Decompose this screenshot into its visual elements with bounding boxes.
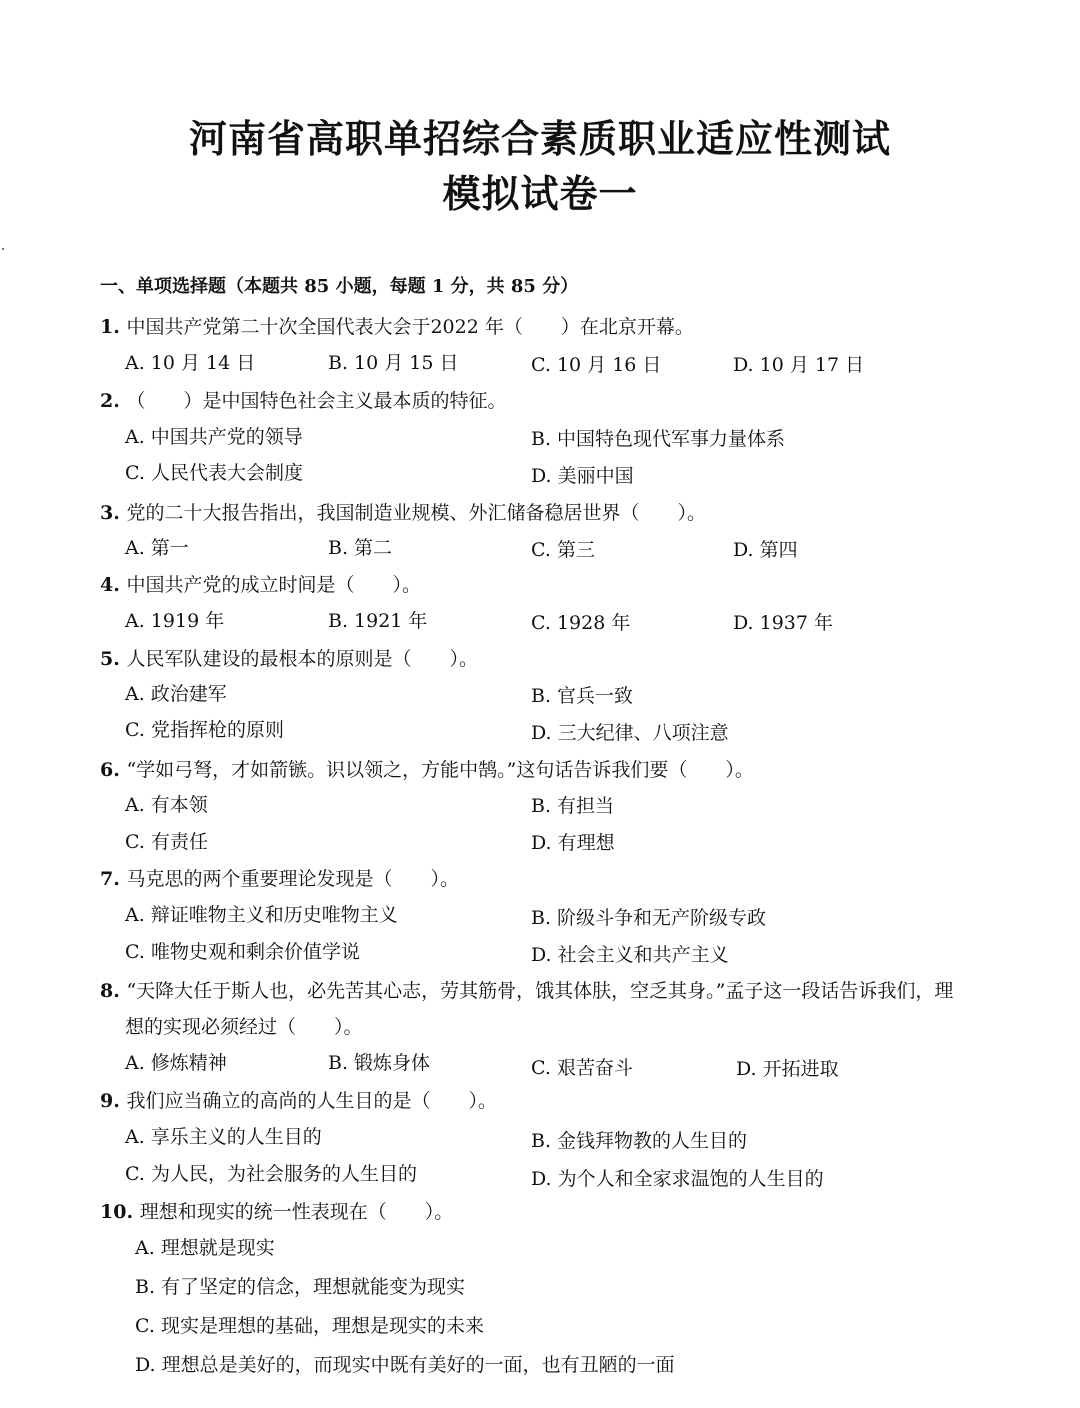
option-d: D. 开拓进取 bbox=[736, 1058, 839, 1080]
option-b: B. 1921 年 bbox=[328, 610, 428, 632]
question-text: “学如弓弩，才如箭镞。识以领之，方能中鹄。”这句话告诉我们要（ ）。 bbox=[126, 759, 754, 781]
option-a: A. 辩证唯物主义和历史唯物主义 bbox=[125, 904, 398, 926]
scan-speck bbox=[2, 248, 4, 250]
option-c: C. 1928 年 bbox=[531, 612, 631, 634]
question-text: 党的二十大报告指出，我国制造业规模、外汇储备稳居世界（ ）。 bbox=[126, 502, 706, 524]
exam-subtitle: 模拟试卷一 bbox=[442, 171, 638, 216]
option-d: D. 10 月 17 日 bbox=[733, 354, 865, 376]
option-c: C. 人民代表大会制度 bbox=[125, 462, 303, 484]
option-a: A. 政治建军 bbox=[125, 683, 227, 705]
question-8 bbox=[100, 976, 953, 1003]
question-text: “天降大任于斯人也，必先苦其心志，劳其筋骨，饿其体肤，空乏其身。”孟子这一段话告诉我们，理 bbox=[126, 980, 954, 1002]
option-c: C. 艰苦奋斗 bbox=[531, 1057, 633, 1079]
question-2 bbox=[100, 386, 506, 413]
option-c: C. 第三 bbox=[531, 539, 595, 561]
question-4 bbox=[100, 570, 421, 597]
question-text: 人民军队建设的最根本的原则是（ ）。 bbox=[126, 648, 478, 670]
option-a: A. 1919 年 bbox=[125, 610, 225, 632]
option-a: A. 享乐主义的人生目的 bbox=[125, 1126, 322, 1148]
question-1 bbox=[100, 312, 694, 339]
option-b: B. 官兵一致 bbox=[531, 685, 634, 707]
section-heading: 一、单项选择题（本题共 85 小题，每题 1 分，共 85 分） bbox=[100, 276, 579, 297]
option-d: D. 理想总是美好的，而现实中既有美好的一面，也有丑陋的一面 bbox=[135, 1354, 675, 1376]
question-number: 7. bbox=[100, 868, 120, 890]
question-text: 我们应当确立的高尚的人生目的是（ ）。 bbox=[126, 1090, 497, 1112]
option-d: D. 社会主义和共产主义 bbox=[531, 944, 729, 966]
question-number: 1. bbox=[100, 316, 120, 338]
option-c: C. 有责任 bbox=[125, 831, 208, 853]
question-number: 10. bbox=[100, 1201, 134, 1223]
option-d: D. 美丽中国 bbox=[531, 465, 634, 487]
option-b: B. 锻炼身体 bbox=[328, 1052, 431, 1074]
question-number: 3. bbox=[100, 502, 120, 524]
exam-title: 河南省高职单招综合素质职业适应性测试 bbox=[188, 116, 891, 161]
question-text: 中国共产党的成立时间是（ ）。 bbox=[126, 574, 421, 596]
option-b: B. 有了坚定的信念，理想就能变为现实 bbox=[135, 1276, 466, 1298]
option-a: A. 10 月 14 日 bbox=[125, 352, 256, 374]
question-text: 马克思的两个重要理论发现是（ ）。 bbox=[126, 868, 459, 890]
question-text: （ ）是中国特色社会主义最本质的特征。 bbox=[126, 390, 507, 412]
option-b: B. 阶级斗争和无产阶级专政 bbox=[531, 907, 767, 929]
question-number: 9. bbox=[100, 1090, 120, 1112]
question-6 bbox=[100, 755, 754, 782]
option-c: C. 唯物史观和剩余价值学说 bbox=[125, 941, 360, 963]
option-d: D. 三大纪律、八项注意 bbox=[531, 722, 729, 744]
option-d: D. 1937 年 bbox=[733, 612, 834, 634]
option-c: C. 现实是理想的基础，理想是现实的未来 bbox=[135, 1315, 484, 1337]
question-3 bbox=[100, 498, 706, 525]
question-number: 5. bbox=[100, 648, 120, 670]
option-a: A. 修炼精神 bbox=[125, 1052, 227, 1074]
option-d: D. 有理想 bbox=[531, 832, 615, 854]
question-number: 8. bbox=[100, 980, 120, 1002]
option-d: D. 第四 bbox=[733, 539, 798, 561]
option-b: B. 中国特色现代军事力量体系 bbox=[531, 428, 786, 450]
option-a: A. 有本领 bbox=[125, 794, 208, 816]
option-a: A. 第一 bbox=[125, 537, 189, 559]
option-c: C. 党指挥枪的原则 bbox=[125, 719, 284, 741]
question-text: 理想和现实的统一性表现在（ ）。 bbox=[139, 1201, 454, 1223]
option-b: B. 有担当 bbox=[531, 795, 615, 817]
question-text-continued: 想的实现必须经过（ ）。 bbox=[125, 1016, 363, 1038]
question-number: 6. bbox=[100, 759, 120, 781]
option-b: B. 10 月 15 日 bbox=[328, 352, 459, 374]
question-7 bbox=[100, 864, 459, 891]
option-d: D. 为个人和全家求温饱的人生目的 bbox=[531, 1168, 824, 1190]
question-5 bbox=[100, 644, 478, 671]
option-a: A. 理想就是现实 bbox=[135, 1237, 275, 1259]
question-text: 中国共产党第二十次全国代表大会于2022 年（ ）在北京开幕。 bbox=[126, 316, 694, 338]
option-c: C. 10 月 16 日 bbox=[531, 354, 662, 376]
question-10 bbox=[100, 1197, 453, 1224]
option-a: A. 中国共产党的领导 bbox=[125, 426, 303, 448]
question-number: 2. bbox=[100, 390, 120, 412]
option-c: C. 为人民，为社会服务的人生目的 bbox=[125, 1163, 417, 1185]
option-b: B. 金钱拜物教的人生目的 bbox=[531, 1130, 748, 1152]
question-number: 4. bbox=[100, 574, 120, 596]
option-b: B. 第二 bbox=[328, 537, 393, 559]
question-9 bbox=[100, 1086, 497, 1113]
